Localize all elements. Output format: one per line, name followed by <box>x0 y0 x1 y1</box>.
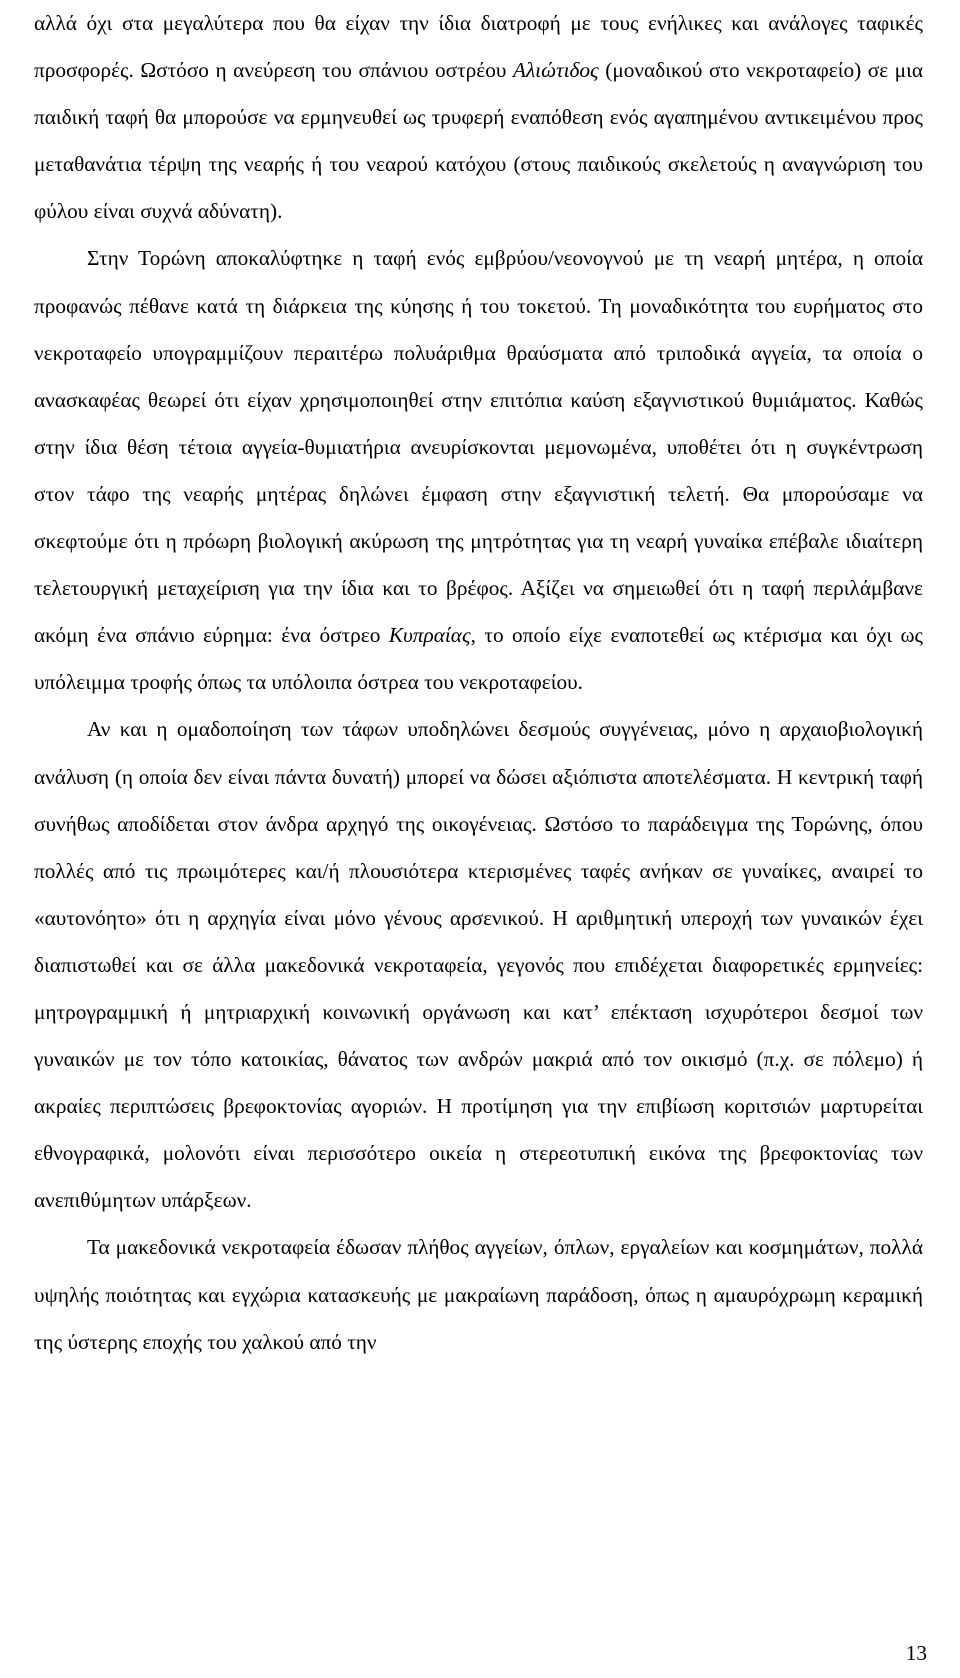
text-run: Τα μακεδονικά νεκροταφεία έδωσαν πλήθος αγγείων, όπλων, εργαλείων και κοσμημάτων, πολλά υψηλής ποιότητας και εγχώρια κατασκευής με μακραίωνη παράδοση, όπως η αμαυρόχρωμη κεραμική της ύστερης εποχής του χαλκού από την <box>34 1235 923 1354</box>
body-text <box>34 0 923 1366</box>
italic-term: Αλιώτιδος <box>512 58 599 83</box>
text-run: , το οποίο είχε εναποτεθεί ως κτέρισμα και όχι ως υπόλειμμα τροφής όπως τα υπόλοιπα όστρεα του νεκροταφείου. <box>34 623 923 695</box>
text-run: Στην Τορώνη αποκαλύφτηκε η ταφή ενός εμβρύου/νεονογνού με τη νεαρή μητέρα, η οποία προφανώς πέθανε κατά τη διάρκεια της κύησης ή του τοκετού. Τη μοναδικότητα του ευρήματος στο νεκροταφείο υπογραμμίζουν περαιτέρω πολυάριθμα θραύσματα από τριποδικά αγγεία, τα οποία ο ανασκαφέας θεωρεί ότι είχαν χρησιμοποιηθεί στην επιτόπια καύση εξαγνιστικού θυμιάματος. Καθώς στην ίδια θέση τέτοια αγγεία-θυμιατήρια ανευρίσκονται μεμονωμένα, υποθέτει ότι η συγκέντρωση στον τάφο της νεαρής μητέρας δηλώνει έμφαση στην εξαγνιστική τελετή. Θα μπορούσαμε να σκεφτούμε ότι η πρόωρη βιολογική ακύρωση της μητρότητας για τη νεαρή γυναίκα επέβαλε ιδιαίτερη τελετουργική μεταχείριση για την ίδια και το βρέφος. Αξίζει να σημειωθεί ότι η ταφή περιλάμβανε ακόμη ένα σπάνιο εύρημα: ένα όστρεο <box>34 246 923 648</box>
text-run: Αν και η ομαδοποίηση των τάφων υποδηλώνει δεσμούς συγγένειας, μόνο η αρχαιοβιολογική ανάλυση (η οποία δεν είναι πάντα δυνατή) μπορεί να δώσει αξιόπιστα αποτελέσματα. Η κεντρική ταφή συνήθως αποδίδεται στον άνδρα αρχηγό της οικογένειας. Ωστόσο το παράδειγμα της Τορώνης, όπου πολλές από τις πρωιμότερες και/ή πλουσιότερα κτερισμένες ταφές ανήκαν σε γυναίκες, αναιρεί το «αυτονόητο» ότι η αρχηγία είναι μόνο γένους αρσενικού. Η αριθμητική υπεροχή των γυναικών έχει διαπιστωθεί και σε άλλα μακεδονικά νεκροταφεία, γεγονός που επιδέχεται διαφορετικές ερμηνείες: μητρογραμμική ή μητριαρχική κοινωνική οργάνωση και κατ’ επέκταση ισχυρότεροι δεσμοί των γυναικών με τον τόπο κατοικίας, θάνατος των ανδρών μακριά από τον οικισμό (π.χ. σε πόλεμο) ή ακραίες περιπτώσεις βρεφοκτονίας αγοριών. Η προτίμηση για την επιβίωση κοριτσιών μαρτυρείται εθνογραφικά, μολονότι είναι περισσότερο οικεία η στερεοτυπική εικόνα της βρεφοκτονίας των ανεπιθύμητων υπάρξεων. <box>34 717 923 1213</box>
paragraph <box>34 235 923 706</box>
text-run: αλλά όχι στα μεγαλύτερα που θα είχαν την ίδια διατροφή με τους ενήλικες και ανάλογες ταφικές προσφορές. Ωστόσο η ανεύρεση του σπάνιου οστρέου <box>34 11 923 83</box>
page-number: 13 <box>905 1641 927 1665</box>
paragraph <box>34 706 923 1224</box>
paragraph <box>34 1224 923 1365</box>
italic-term: Κυπραίας <box>388 623 471 648</box>
text-run: (μοναδικού στο νεκροταφείο) σε μια παιδική ταφή θα μπορούσε να ερμηνευθεί ως τρυφερή εναπόθεση ενός αγαπημένου αντικειμένου προς μεταθανάτια τέρψη της νεαρής ή του νεαρού κατόχου (στους παιδικούς σκελετούς η αναγνώριση του φύλου είναι συχνά αδύνατη). <box>34 58 923 224</box>
paragraph <box>34 0 923 235</box>
